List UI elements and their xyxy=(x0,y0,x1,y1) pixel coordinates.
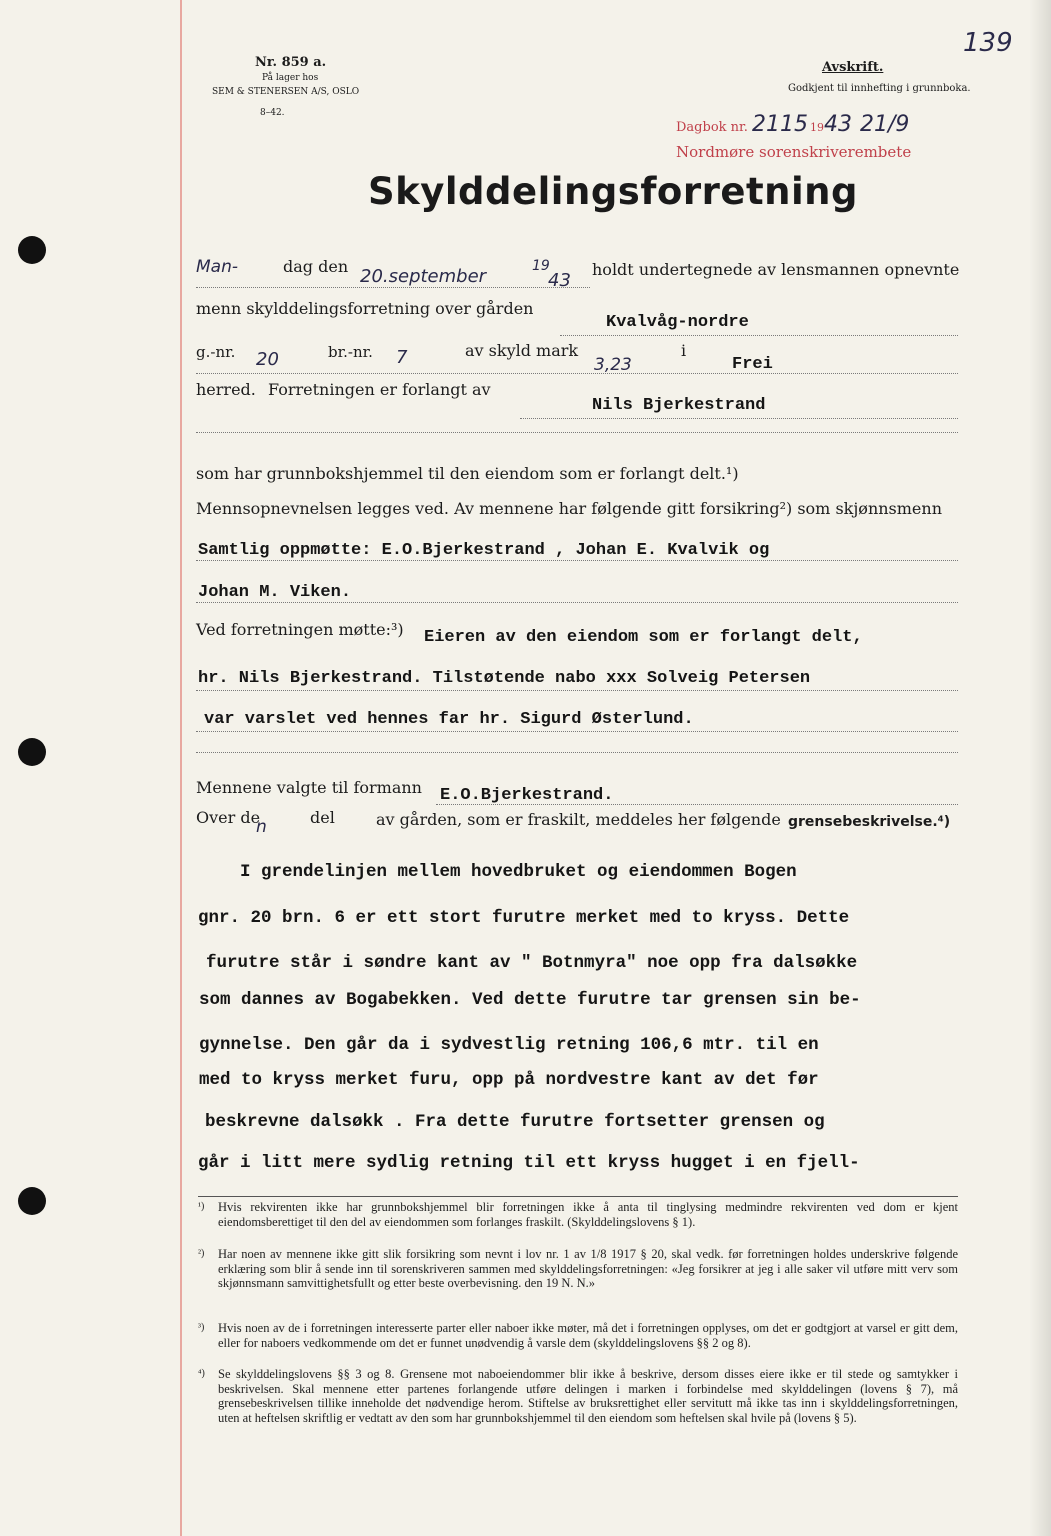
attended-line-1: Eieren av den eiendom som er forlangt delt, xyxy=(424,628,863,647)
attended-line-3: var varslet ved hennes far hr. Sigurd Østerlund. xyxy=(204,710,694,729)
del-label: del xyxy=(310,808,335,827)
boundary-line-5: gynnelse. Den går da i sydvestlig retning 106,6 mtr. til en xyxy=(199,1035,819,1055)
gnr-label: g.-nr. xyxy=(196,343,236,361)
footnote-number: ⁴) xyxy=(198,1368,205,1379)
skjonnsmenn-line-2: Johan M. Viken. xyxy=(198,583,352,602)
bnr-value: 7 xyxy=(396,347,408,368)
skjonnsmenn-line-1: Samtlig oppmøtte: E.O.Bjerkestrand , Johan E. Kvalvik og xyxy=(198,541,770,560)
intro-text: holdt undertegnede av lensmannen opnevnte xyxy=(592,260,960,279)
footnote-rule xyxy=(198,1196,958,1197)
dotted-line xyxy=(196,690,958,691)
dotted-line xyxy=(196,752,958,753)
boundary-description-label: grensebeskrivelse.⁴) xyxy=(788,814,951,830)
punch-hole-top xyxy=(18,236,46,264)
stamp-year-prefix: 19 xyxy=(809,121,824,134)
punch-hole-middle xyxy=(18,738,46,766)
gnr-value: 20 xyxy=(256,349,279,370)
dotted-line xyxy=(196,731,958,732)
printer-line-2: SEM & STENERSEN A/S, OSLO xyxy=(212,87,360,97)
dotted-line xyxy=(196,602,958,603)
dotted-line xyxy=(196,373,958,374)
boundary-line-7: beskrevne dalsøkk . Fra dette furutre fortsetter grensen og xyxy=(205,1112,825,1132)
year-prefix: 19 xyxy=(532,258,550,274)
chairman-label: Mennene valgte til formann xyxy=(196,778,422,797)
footnote-number: ³) xyxy=(198,1322,205,1333)
dotted-line xyxy=(560,335,958,336)
over-label: Over de xyxy=(196,808,261,827)
herred-label: herred. xyxy=(196,380,256,399)
footnote-text: Har noen av mennene ikke gitt slik forsikring som nevnt i lov nr. 1 av 1/8 1917 § 20, skal vedk. før forretningen holdes underskrive følgende erklæring som blir å sende inn til sorenskriveren sammen med skylddelingsforretningen: «Jeg forsikrer at jeg i alle saker vil utføre mitt verv som skjønnsmann samvittighetsfullt og etter beste overbevisning. den 19 N. N.» xyxy=(218,1247,958,1291)
requested-by: Nils Bjerkestrand xyxy=(592,396,766,415)
footnote-2 xyxy=(198,1247,958,1291)
chairman-value: E.O.Bjerkestrand. xyxy=(440,786,614,805)
boundary-line-3: furutre står i søndre kant av " Botnmyra" noe opp fra dalsøkke xyxy=(206,953,858,973)
footnote-text: Hvis noen av de i forretningen interesserte parter eller naboer ikke møter, må det i forretningen opplyses, om det er godtgjort at varsel er gitt dem, eller for naboers vedkommende om det er funnet unødvendig å varsle dem (skylddelingslovens §§ 2 og 8). xyxy=(218,1321,958,1350)
men-text: menn skylddelingsforretning over gården xyxy=(196,299,534,318)
dotted-line xyxy=(196,432,958,433)
skyld-label: av skyld mark xyxy=(465,341,579,360)
stamp-number: 2115 xyxy=(751,112,808,137)
footnote-number: ¹) xyxy=(198,1201,205,1212)
farm-name: Kvalvåg-nordre xyxy=(606,313,749,332)
footnote-number: ²) xyxy=(198,1248,205,1259)
form-number: Nr. 859 a. xyxy=(255,55,327,70)
footnote-4 xyxy=(198,1367,958,1426)
registry-stamp-line-2: Nordmøre sorenskriverembete xyxy=(676,143,912,161)
date-value: 20.september xyxy=(360,266,487,287)
boundary-line-2: gnr. 20 brn. 6 er ett stort furutre merket med to kryss. Dette xyxy=(198,908,850,928)
printer-line-3: 8–42. xyxy=(260,108,285,118)
grunnbok-text: som har grunnbokshjemmel til den eiendom som er forlangt delt.¹) xyxy=(196,464,739,483)
i-label: i xyxy=(681,341,687,360)
stamp-year: 43 xyxy=(823,112,852,137)
approved-text: Godkjent til innhefting i grunnboka. xyxy=(788,83,971,94)
dotted-line xyxy=(436,804,958,805)
registry-stamp-line-1 xyxy=(676,112,909,137)
fraskilt-text: av gården, som er fraskilt, meddeles her følgende xyxy=(376,810,781,829)
requested-label: Forretningen er forlangt av xyxy=(268,380,491,399)
dotted-line xyxy=(196,287,590,288)
footnote-1 xyxy=(198,1200,958,1229)
margin-line xyxy=(180,0,182,1536)
stamp-prefix: Dagbok nr. xyxy=(676,120,748,135)
herred-value: Frei xyxy=(732,355,773,374)
boundary-line-6: med to kryss merket furu, opp på nordvestre kant av det før xyxy=(199,1070,819,1090)
skyld-value: 3,23 xyxy=(594,355,632,375)
year-value: 43 xyxy=(548,270,571,291)
attended-line-2: hr. Nils Bjerkestrand. Tilstøtende nabo xxx Solveig Petersen xyxy=(198,669,811,688)
copy-label: Avskrift. xyxy=(822,60,884,75)
attended-label: Ved forretningen møtte:³) xyxy=(196,620,404,639)
mennsopnevnelse-text: Mennsopnevnelsen legges ved. Av mennene har følgende gitt forsikring²) som skjønnsmenn xyxy=(196,499,943,518)
dotted-line xyxy=(520,418,958,419)
boundary-line-4: som dannes av Bogabekken. Ved dette furutre tar grensen sin be- xyxy=(199,990,861,1010)
over-value: n xyxy=(256,817,267,837)
day-label: dag den xyxy=(283,257,349,276)
stamp-date: 21/9 xyxy=(859,112,910,137)
footnote-text: Se skylddelingslovens §§ 3 og 8. Grensene mot naboeiendommer blir ikke å beskrive, dersom disses eiere ikke er til stede og samtykker i beskrivelsen. Skal mennene etter partenes forlangende utføre delingen i marken i forbindelse med skylddelingen (lovens § 7), må grensebeskrivelsen tillike inneholde det nødvendige herom. Stiftelse av bruksrettighet eller servitutt må ikke tas inn i skylddelingsforretningen, uten at heftelsen skriftlig er vedtatt av den som har grunnbokshjemmel til den eiendom som heftelsen skal hvile på (lovens § 5). xyxy=(218,1367,958,1426)
printer-line-1: På lager hos xyxy=(262,73,319,83)
dotted-line xyxy=(196,560,958,561)
weekday-value: Man- xyxy=(196,257,238,277)
document-title: Skylddelingsforretning xyxy=(368,170,858,213)
punch-hole-bottom xyxy=(18,1187,46,1215)
footnote-text: Hvis rekvirenten ikke har grunnbokshjemmel blir forretningen ikke å anta til tinglysing medmindre rekvirenten ved dom er kjent eiendomsberettiget til den del av eiendommen som forlanges fraskilt. (Skylddelingslovens § 1). xyxy=(218,1200,958,1229)
page-edge-shadow xyxy=(1029,0,1051,1536)
boundary-line-8: går i litt mere sydlig retning til ett kryss hugget i en fjell- xyxy=(198,1153,860,1173)
page-number: 139 xyxy=(963,28,1013,58)
footnote-3 xyxy=(198,1321,958,1350)
boundary-line-1: I grendelinjen mellem hovedbruket og eiendommen Bogen xyxy=(240,862,797,882)
bnr-label: br.-nr. xyxy=(328,343,373,361)
